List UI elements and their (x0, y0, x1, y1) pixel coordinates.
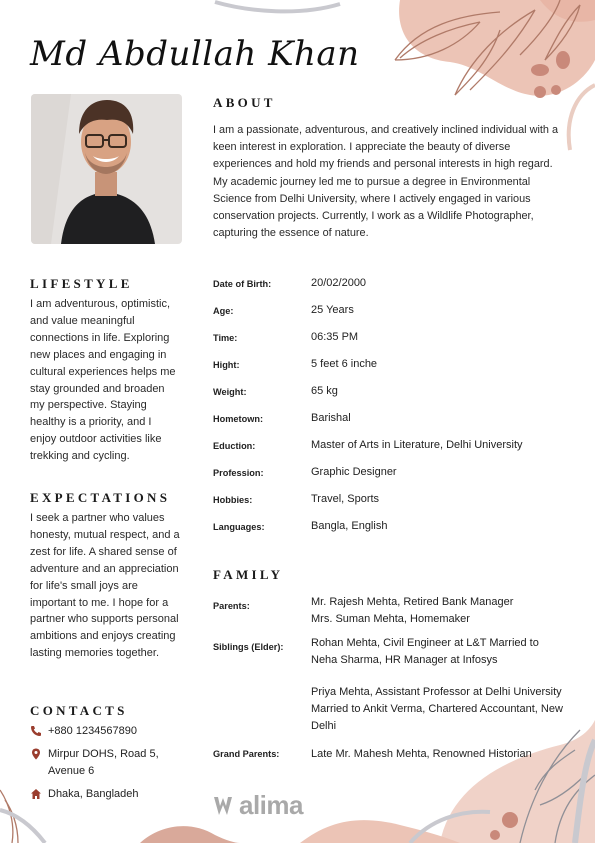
detail-label: Hight: (213, 360, 240, 370)
detail-value: 65 kg (311, 385, 338, 397)
detail-row-weight (213, 385, 573, 405)
detail-label: Weight: (213, 387, 247, 397)
expectations-heading: EXPECTATIONS (30, 490, 171, 505)
lifestyle-text: I am adventurous, optimistic, and value meaningful connections in life. Exploring new places and engaging in cultural experiences helps me stay grounded and broaden my perspective. Staying healthy is a priority, and I enjoy outdoor activities like trekking and cycling. (30, 298, 176, 463)
detail-value: 06:35 PM (311, 331, 359, 343)
detail-value: Barishal (311, 412, 351, 424)
detail-value: 5 feet 6 inche (311, 358, 378, 370)
detail-row-dob (213, 277, 573, 297)
about-text: I am a passionate, adventurous, and creatively inclined individual with a keen interest in exploration. I appreciate the beauty of diverse experiences and hold my friends and personal interests in high regard. My academic journey led me to pursue a degree in Environmental Science from Delhi University, where I actively engaged in various conservation projects. Currently, I work as a Wildlife Photographer, capturing the essence of nature. (213, 124, 559, 240)
contact-address-text: Mirpur DOHS, Road 5, Avenue 6 (48, 748, 159, 777)
detail-label: Time: (213, 333, 238, 343)
family-heading: FAMILY (213, 567, 284, 582)
family-mother: Mrs. Suman Mehta, Homemaker (311, 613, 470, 625)
profile-name: Md Abdullah Khan (30, 34, 360, 74)
detail-value: Travel, Sports (311, 493, 380, 505)
expectations-text: I seek a partner who values honesty, mutual respect, and a zest for life. A shared sense of adventure and an appreciation for life's small joys are important to me. I hope for a partner who supports personal ambitions and enjoys creating lasting memories together. (30, 512, 180, 660)
about-heading: ABOUT (213, 95, 276, 110)
detail-row-hobbies (213, 493, 573, 513)
brand-logo-mark (213, 795, 239, 817)
detail-value: Graphic Designer (311, 466, 397, 478)
detail-row-age (213, 304, 573, 324)
detail-label: Age: (213, 306, 234, 316)
family-siblings-label: Siblings (Elder): (213, 642, 284, 652)
detail-label: Hometown: (213, 414, 264, 424)
detail-row-height (213, 358, 573, 378)
family-sibling: Rohan Mehta, Civil Engineer at L&T Married to Neha Sharma, HR Manager at Infosys (311, 637, 539, 666)
detail-label: Hobbies: (213, 495, 253, 505)
contact-city-text: Dhaka, Bangladeh (48, 788, 139, 800)
detail-row-hometown (213, 412, 573, 432)
detail-value: 20/02/2000 (311, 277, 367, 289)
detail-value: Master of Arts in Literature, Delhi University (311, 439, 523, 451)
detail-label: Date of Birth: (213, 279, 272, 289)
profile-photo (31, 94, 182, 244)
brand-logo-text: alima (239, 790, 303, 820)
detail-row-profession (213, 466, 573, 486)
detail-row-time (213, 331, 573, 351)
home-icon (30, 788, 42, 800)
phone-icon (30, 725, 42, 737)
contact-phone-text: +880 1234567890 (48, 725, 138, 737)
contacts-heading: CONTACTS (30, 703, 128, 718)
brand-logo (213, 790, 303, 821)
detail-row-education (213, 439, 573, 459)
family-grandparents: Late Mr. Mahesh Mehta, Renowned Historian (311, 748, 532, 760)
detail-value: 25 Years (311, 304, 354, 316)
detail-value: Bangla, English (311, 520, 388, 532)
family-grandparents-label: Grand Parents: (213, 749, 280, 759)
location-pin-icon (30, 748, 42, 760)
detail-row-languages (213, 520, 573, 540)
detail-label: Profession: (213, 468, 264, 478)
family-father: Mr. Rajesh Mehta, Retired Bank Manager (311, 596, 514, 608)
family-sibling: Priya Mehta, Assistant Professor at Delhi University Married to Ankit Verma, Chartered Accountant, New Delhi (311, 686, 563, 732)
detail-label: Eduction: (213, 441, 256, 451)
family-parents-label: Parents: (213, 601, 250, 611)
lifestyle-heading: LIFESTYLE (30, 276, 133, 291)
detail-label: Languages: (213, 522, 265, 532)
